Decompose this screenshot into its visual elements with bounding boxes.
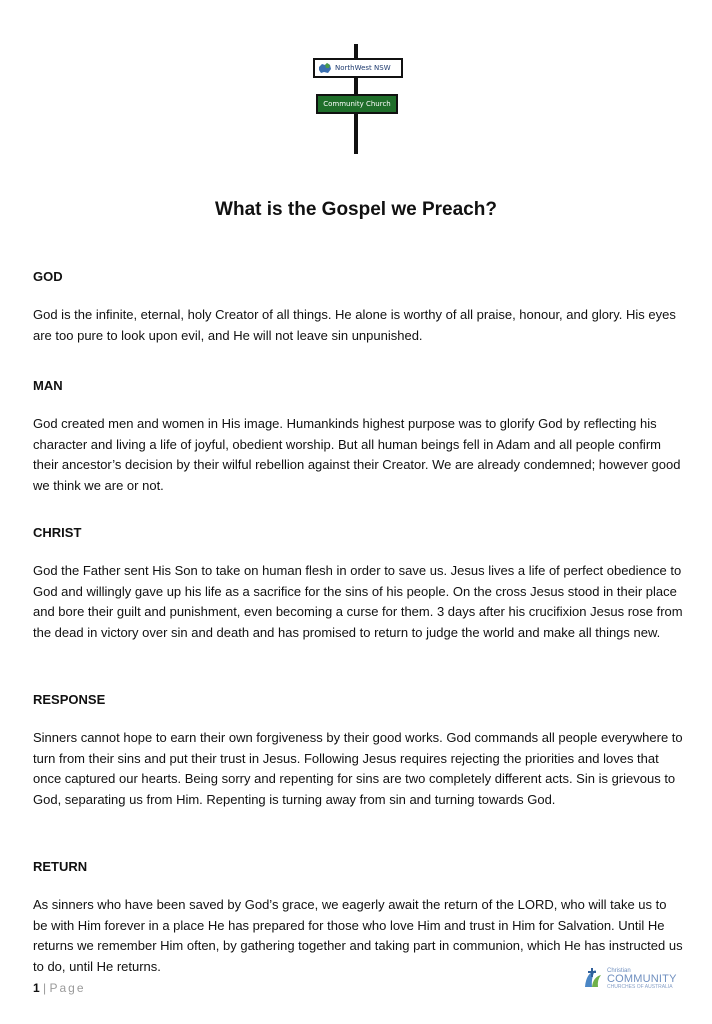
section-heading: GOD [33, 269, 63, 284]
section-god [33, 268, 683, 346]
brand-line-3: CHURCHES OF AUSTRALIA [607, 984, 673, 990]
section-heading: MAN [33, 378, 63, 393]
page-word: Page [49, 981, 86, 995]
brand-line-1: Christian [607, 968, 631, 974]
logo-top-text: NorthWest NSW [335, 64, 391, 72]
australia-map-icon [318, 61, 332, 75]
section-body: As sinners who have been saved by God’s grace, we eagerly await the return of the LORD, who will take us to be with Him forever in a place He has prepared for those who love Him and trust in Him for Salvation. Until He returns we remember Him often, by gathering together and taking part in communion, which He has instructed us to do, until He returns. [33, 897, 683, 974]
section-body: Sinners cannot hope to earn their own forgiveness by their good works. God commands all people everywhere to turn from their sins and put their trust in Jesus. Following Jesus requires rejecting the priorities and loves that once captured our hearts. Being sorry and repenting for sins are two completely different acts. Sin is grievous to God, separating us from Him. Repenting is turning away from sin and turning towards God. [33, 730, 683, 807]
section-body: God is the infinite, eternal, holy Creator of all things. He alone is worthy of all praise, honour, and glory. His eyes are too pure to look upon evil, and He will not leave sin unpunished. [33, 307, 676, 343]
ccca-mark-icon [582, 967, 604, 991]
section-response [33, 691, 683, 810]
section-body: God the Father sent His Son to take on human flesh in order to save us. Jesus lives a life of perfect obedience to God and willingly gave up his life as a sacrifice for the sins of his people. On the cross Jesus stood in their place and bore their guilt and punishment, even becoming a curse for them. 3 days after his crucifixion Jesus rose from the dead in victory over sin and death and has promised to return to judge the world and make all things new. [33, 563, 683, 640]
logo-bottom-text: Community Church [323, 100, 391, 108]
denomination-logo [582, 964, 682, 994]
section-heading: RESPONSE [33, 692, 106, 707]
section-body: God created men and women in His image. Humankinds highest purpose was to glorify God by reflecting his character and living a life of joyful, obedient worship. But all human beings fell in Adam and all people confirm their ancestor’s decision by their wilful rebellion against their Creator. We are already condemned; however good we think we are or not. [33, 416, 681, 493]
page-separator: | [43, 981, 47, 995]
logo-top-sign [313, 58, 403, 78]
section-heading: RETURN [33, 859, 88, 874]
page-number: 1 [33, 981, 40, 995]
logo-bottom-sign [316, 94, 398, 114]
section-man [33, 377, 683, 496]
church-logo-signpost [311, 44, 421, 156]
brand-line-2: COMMUNITY [607, 973, 677, 985]
page-title: What is the Gospel we Preach? [215, 199, 497, 220]
section-return [33, 858, 683, 977]
section-christ [33, 524, 683, 643]
page-number-footer [33, 981, 86, 995]
section-heading: CHRIST [33, 525, 82, 540]
